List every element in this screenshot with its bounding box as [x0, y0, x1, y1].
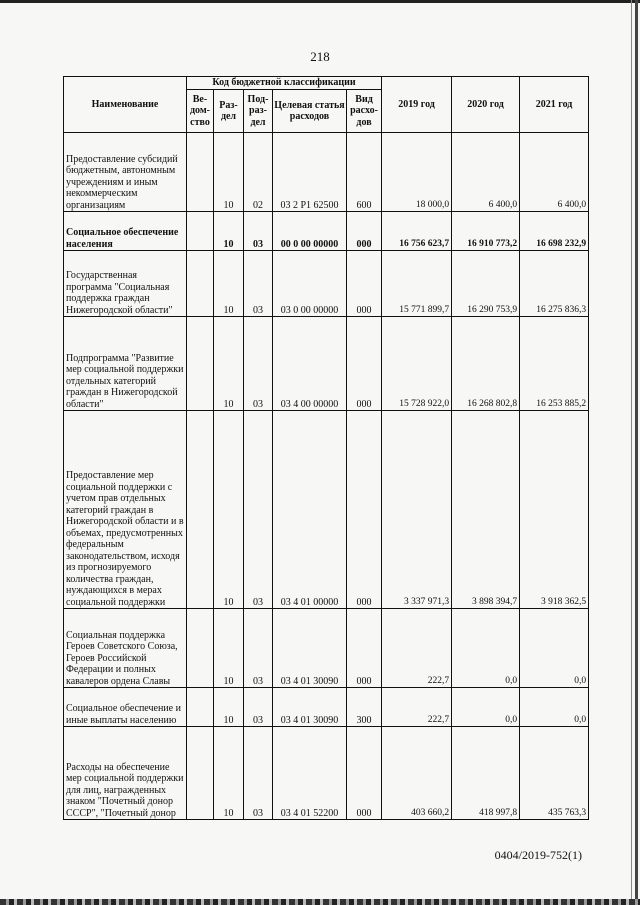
row-ved [187, 727, 214, 820]
row-razdel: 10 [214, 609, 244, 688]
row-podrazdel: 03 [244, 212, 273, 251]
header-2020: 2020 год [452, 77, 520, 133]
page-right-edge-line [631, 0, 632, 905]
row-razdel: 10 [214, 212, 244, 251]
row-2020: 418 997,8 [452, 727, 520, 820]
row-target: 03 4 00 00000 [273, 317, 347, 411]
row-name: Социальное обеспечение населения [64, 212, 187, 251]
row-podrazdel: 03 [244, 411, 273, 609]
row-razdel: 10 [214, 688, 244, 727]
row-podrazdel: 03 [244, 609, 273, 688]
table-row [64, 133, 589, 212]
row-2020: 16 910 773,2 [452, 212, 520, 251]
row-2020: 16 290 753,9 [452, 251, 520, 317]
header-2019: 2019 год [382, 77, 452, 133]
row-2019: 15 771 899,7 [382, 251, 452, 317]
row-2020: 16 268 802,8 [452, 317, 520, 411]
row-vid: 000 [347, 411, 382, 609]
row-podrazdel: 03 [244, 317, 273, 411]
row-target: 03 4 01 30090 [273, 688, 347, 727]
row-2021: 0,0 [520, 688, 589, 727]
row-ved [187, 609, 214, 688]
header-vid: Вид расхо-дов [347, 90, 382, 133]
row-2019: 403 660,2 [382, 727, 452, 820]
header-razdel: Раз-дел [214, 90, 244, 133]
row-name: Расходы на обеспечение мер социальной поддержки для лиц, награжденных знаком "Почетный донор СССР", "Почетный донор [64, 727, 187, 820]
row-name: Предоставление субсидий бюджетным, автономным учреждениям и иным некоммерческим организациям [64, 133, 187, 212]
row-target: 03 0 00 00000 [273, 251, 347, 317]
row-vid: 000 [347, 727, 382, 820]
row-2021: 0,0 [520, 609, 589, 688]
row-ved [187, 212, 214, 251]
table-row [64, 251, 589, 317]
row-podrazdel: 03 [244, 688, 273, 727]
document-code: 0404/2019-752(1) [494, 848, 582, 862]
page-right-edge [635, 0, 638, 905]
row-2020: 0,0 [452, 609, 520, 688]
table-row [64, 688, 589, 727]
header-target: Целевая статья расходов [273, 90, 347, 133]
row-2021: 16 698 232,9 [520, 212, 589, 251]
row-name: Государственная программа "Социальная поддержка граждан Нижегородской области" [64, 251, 187, 317]
row-vid: 300 [347, 688, 382, 727]
row-2021: 435 763,3 [520, 727, 589, 820]
row-ved [187, 133, 214, 212]
page-bottom-edge [0, 899, 640, 905]
row-vid: 000 [347, 317, 382, 411]
row-2021: 3 918 362,5 [520, 411, 589, 609]
budget-table [63, 76, 589, 820]
row-2019: 16 756 623,7 [382, 212, 452, 251]
header-name: Наименование [64, 77, 187, 133]
page-number: 218 [310, 49, 330, 64]
header-vedomstvo: Ве-дом-ство [187, 90, 214, 133]
row-target: 03 4 01 30090 [273, 609, 347, 688]
row-ved [187, 317, 214, 411]
table-row [64, 411, 589, 609]
row-razdel: 10 [214, 251, 244, 317]
row-podrazdel: 02 [244, 133, 273, 212]
row-2019: 222,7 [382, 688, 452, 727]
row-target: 03 2 P1 62500 [273, 133, 347, 212]
row-ved [187, 688, 214, 727]
row-razdel: 10 [214, 317, 244, 411]
row-ved [187, 251, 214, 317]
row-2019: 15 728 922,0 [382, 317, 452, 411]
row-2019: 222,7 [382, 609, 452, 688]
row-2019: 3 337 971,3 [382, 411, 452, 609]
row-2020: 6 400,0 [452, 133, 520, 212]
table-row [64, 317, 589, 411]
row-2021: 6 400,0 [520, 133, 589, 212]
row-target: 03 4 01 52200 [273, 727, 347, 820]
row-name: Социальное обеспечение и иные выплаты населению [64, 688, 187, 727]
row-name: Социальная поддержка Героев Советского Союза, Героев Российской Федерации и полных кавалеров ордена Славы [64, 609, 187, 688]
row-2019: 18 000,0 [382, 133, 452, 212]
header-2021: 2021 год [520, 77, 589, 133]
row-razdel: 10 [214, 133, 244, 212]
table-row [64, 727, 589, 820]
row-razdel: 10 [214, 727, 244, 820]
row-vid: 000 [347, 212, 382, 251]
row-2020: 3 898 394,7 [452, 411, 520, 609]
row-2021: 16 253 885,2 [520, 317, 589, 411]
row-razdel: 10 [214, 411, 244, 609]
table-row [64, 212, 589, 251]
page-top-edge [0, 0, 640, 3]
header-code-group: Код бюджетной классификации [187, 77, 382, 90]
row-ved [187, 411, 214, 609]
header-podrazdel: Под-раз-дел [244, 90, 273, 133]
row-name: Предоставление мер социальной поддержки с учетом прав отдельных категорий граждан в Нижегородской области и в объемах, предусмотренных федеральным законодательством, исходя из прогнозируемого количества граждан, нуждающихся в мерах социальной поддержки [64, 411, 187, 609]
row-podrazdel: 03 [244, 251, 273, 317]
row-2020: 0,0 [452, 688, 520, 727]
row-vid: 600 [347, 133, 382, 212]
row-name: Подпрограмма "Развитие мер социальной поддержки отдельных категорий граждан в Нижегородской области" [64, 317, 187, 411]
table-row [64, 609, 589, 688]
row-vid: 000 [347, 609, 382, 688]
row-podrazdel: 03 [244, 727, 273, 820]
row-2021: 16 275 836,3 [520, 251, 589, 317]
row-vid: 000 [347, 251, 382, 317]
row-target: 03 4 01 00000 [273, 411, 347, 609]
row-target: 00 0 00 00000 [273, 212, 347, 251]
